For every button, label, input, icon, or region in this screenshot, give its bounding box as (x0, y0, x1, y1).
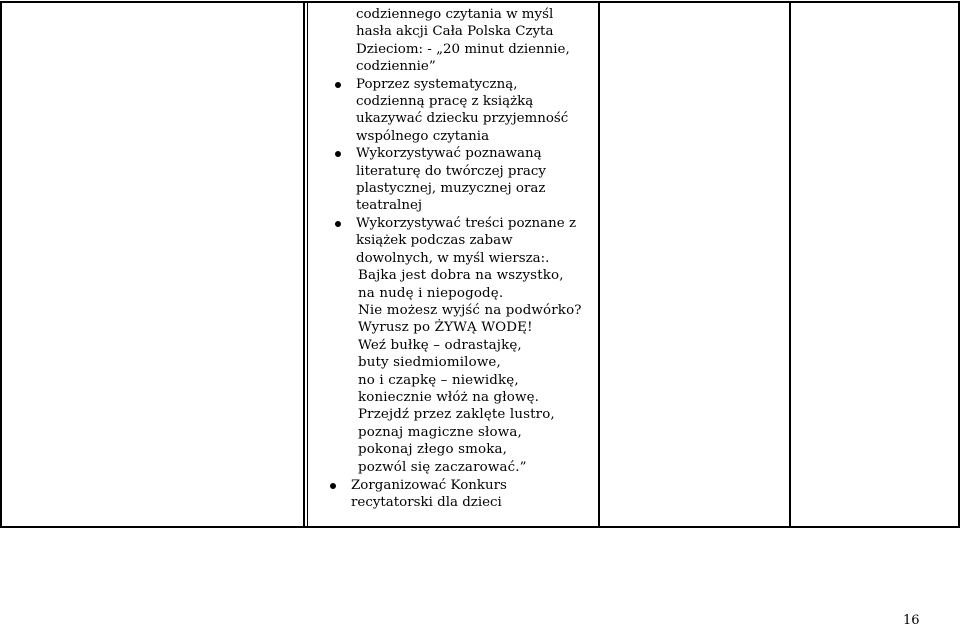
column-divider-2 (303, 1, 305, 528)
text-line: Poprzez systematyczną, (356, 76, 518, 92)
text-line: dowolnych, w myśl wiersza:. (356, 250, 550, 266)
poem-line: Przejdź przez zaklęte lustro, (358, 407, 555, 423)
text-line: codziennie” (356, 59, 436, 75)
goals-cell (334, 6, 600, 512)
page-number: 16 (903, 613, 920, 628)
intro-text (334, 6, 600, 76)
poem-line: koniecznie włóż na głowę. (358, 389, 540, 405)
text-line: książek podczas zabaw (356, 233, 513, 249)
text-line: teatralnej (356, 198, 423, 214)
bullet-item (334, 76, 600, 146)
text-line: recytatorski dla dzieci (351, 495, 502, 511)
poem-line: Wyrusz po ŻYWĄ WODĘ! (358, 320, 533, 336)
poem-line: Nie możesz wyjść na podwórko? (358, 302, 582, 318)
table-border-top (0, 1, 960, 3)
column-divider-5 (789, 1, 791, 528)
poem-line: poznaj magiczne słowa, (358, 424, 522, 440)
poem-line: pozwól się zaczarować.” (358, 459, 527, 475)
poem-line: no i czapkę – niewidkę, (358, 372, 519, 388)
bullet-item (334, 477, 600, 512)
text-line: codziennego czytania w myśl (356, 7, 554, 22)
column-divider-1 (0, 1, 2, 528)
poem-line: na nudę i niepogodę. (358, 285, 504, 301)
bullet-item (334, 215, 600, 267)
text-line: Wykorzystywać treści poznane z (356, 215, 577, 231)
text-line: hasła akcji Cała Polska Czyta (356, 24, 554, 40)
text-line: ukazywać dziecku przyjemność (356, 111, 569, 127)
poem-line: Bajka jest dobra na wszystko, (358, 268, 564, 284)
poem-line: pokonaj złego smoka, (358, 442, 508, 458)
text-line: plastycznej, muzycznej oraz (356, 181, 546, 197)
text-line: wspólnego czytania (356, 128, 490, 144)
text-line: Dzieciom: - „20 minut dziennie, (356, 41, 570, 57)
poem-line: Weź bułkę – odrastajkę, (358, 337, 522, 353)
poem-line: buty siedmiomilowe, (358, 355, 501, 371)
text-line: Wykorzystywać poznawaną (356, 146, 542, 162)
text-line: literaturę do twórczej pracy (356, 163, 546, 179)
column-divider-3 (307, 1, 308, 528)
poem-quote (334, 267, 600, 476)
table-border-bottom (0, 526, 960, 528)
bullet-item (334, 145, 600, 215)
text-line: Zorganizować Konkurs (351, 477, 507, 493)
text-line: codzienną pracę z książką (356, 94, 534, 110)
